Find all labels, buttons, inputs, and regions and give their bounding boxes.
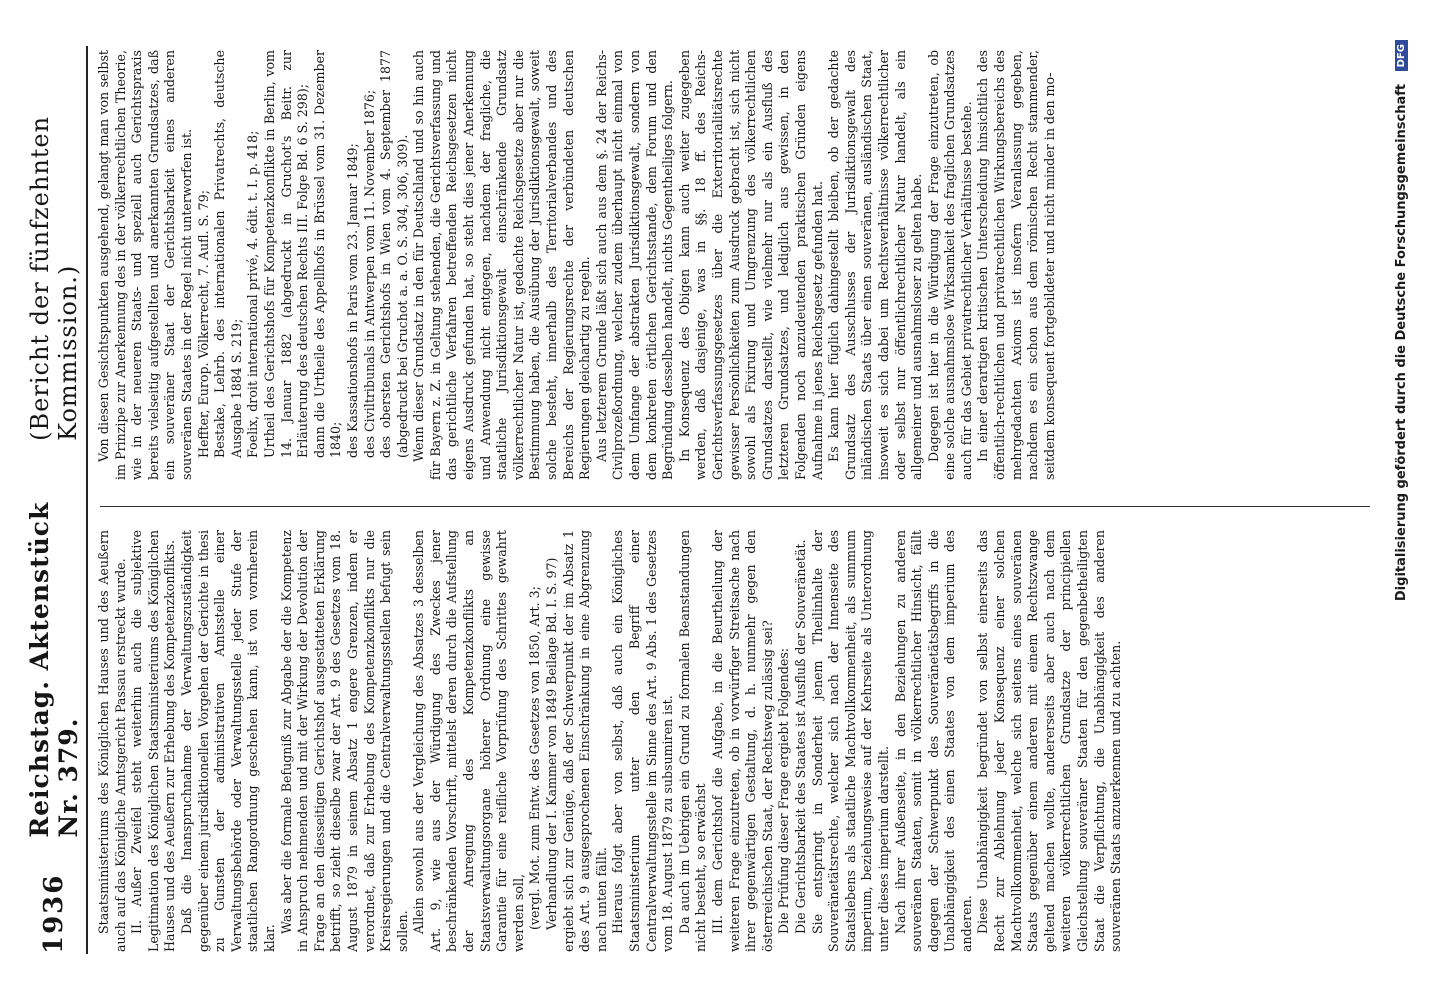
credit-text: Digitalisierung gefördert durch die Deutsche Forschungsgemeinschaft [1394,83,1409,602]
paragraph: Daß die Inanspruchnahme der Verwaltungszuständigkeit gegenüber einem jurisdiktionellen Vorgehen der Gerichte in thesi zu Gunsten der administrativen Amtsstelle einer Verwaltungsbehörde oder Verwaltungsstelle jeder Stufe der staatlichen Rangordnung geschehen kann, ist von vornherein klar. [178,530,277,952]
citation: Verhandlung der I. Kammer von 1849 Beilage Bd. I. S. 97) [544,557,560,930]
citation: dann die Urtheile des Appellhofs in Brüssel vom 31. Dezember 1840; [311,50,344,458]
paragraph: Es kann hier füglich dahingestellt bleiben, ob der gedachte Grundsatz des Ausschlusses der Jurisdiktionsgewalt des inländischen Staats über einen souveränen, ausländischen Staat, insoweit es sich dabei um Rechtsverhältnisse völkerrechtlicher oder selbst nur öffentlichrechtlicher Natur handelt, als ein allgemeiner und ausnahmsloser zu gelten habe. [826,50,925,480]
paragraph: II. Außer Zweifel steht weiterhin auch die subjektive Legitimation des Königlichen Staatsministeriums des Königlichen Hauses und des Aeußern zur Erhebung des Kompetenzkonflikts. [129,530,178,952]
paragraph: Allein sowohl aus der Vergleichung des Absatzes 3 desselben Art. 9, wie aus der Würdigung des Zweckes jener beschränkenden Vorschrift, mittelst deren durch die Aufstellung der Anregung des Kompetenzkonflikts an Staatsverwaltungsorgane höherer Ordnung eine gewisse Garantie für eine reifliche Vorprüfung des Schrittes gewahrt werden soll, [411,530,526,952]
section-title: (Bericht der fünfzehnten Kommission.) [26,115,82,441]
running-title: Reichstag. Aktenstück Nr. 379. [25,501,83,838]
page-header [22,46,88,954]
paragraph: Die Gerichtsbarkeit des Staates ist Ausfluß der Souveränetät. [792,539,808,934]
paragraph: Staatsministeriums des Königlichen Hauses und des Aeußern auch auf das Königliche Amtsgericht Passau erstreckt wurde. [96,530,128,952]
paragraph: III. dem Gerichtshof die Aufgabe, in die Beurtheilung der weiteren Frage einzutreten, ob in vorwürfiger Streitsache nach ihrer gegenwärtigen Gestaltung, d. h. nunmehr gegen den österreichischen Staat, der Rechtsweg zulässig sei? [709,530,775,952]
citation: Urtheil des Gerichtshofs für Kompetenzkonflikte in Berlin, vom 14. Januar 1882 (abgedruckt in Gruchot's Beitr. zur Erläuterung des deutschen Rechts III. Folge Bd. 6 S. 298); [261,50,311,458]
paragraph: In Konsequenz des Obigen kann auch weiter zugegeben werden, daß dasjenige, was in §§. 18 ff. des Reichs-Gerichtsverfassungsgesetzes über die Exterritorialitätsrechte gewisser Persönlichkeiten zum Ausdruck gebracht ist, sich nicht sowohl als Fixirung und Umgrenzung des völkerrechtlichen Grundsatzes darstellt, wie vielmehr nur als ein Ausfluß des letzteren Grundsatzes, und lediglich aus gewissen, in den Folgenden noch anzudeutenden praktischen Gründen eigens Aufnahme in jenes Reichsgesetz gefunden hat. [676,50,825,480]
digitization-credit [1394,40,1424,920]
paragraph: Die Prüfung dieser Frage ergiebt Folgendes: [776,647,792,934]
paragraph: Hieraus folgt aber von selbst, daß auch ein Königliches Staatsministerium unter den Begriff einer Centralverwaltungsstelle im Sinne des Art. 9 Abs. 1 des Gesetzes vom 18. August 1879 zu subsumiren ist. [610,530,676,952]
paragraph: Nach ihrer Außenseite, in den Beziehungen zu anderen souveränen Staaten, somit in völkerrechtlicher Hinsicht, fällt dagegen der Schwerpunkt des Souveränetätsbegriffs in die Unabhängigkeit des einen Staates von dem imperium des anderen. [892,530,974,952]
citation: Heffter, Europ. Völkerrecht, 7. Aufl. S. 79; [195,190,211,458]
citation: des Civiltribunals in Antwerpen vom 11. November 1876; [361,89,377,458]
paragraph: Wenn dieser Grundsatz in den für Deutschland und so hin auch für Bayern z. Z. in Geltung stehenden, die Gerichtsverfassung und das gerichtliche Verfahren betreffenden Reichsgesetzen nicht eigens Ausdruck gefunden hat, so steht dies jener Anerkennung und Anwendung nicht entgegen, nachdem der fragliche, die staatliche Jurisdiktionsgewalt einschränkende Grundsatz völkerrechtlicher Natur ist, gedachte Reichsgesetze aber nur die Bestimmung haben, die Ausübung der Jurisdiktionsgewalt, soweit solche besteht, innerhalb des Territorialverbandes und des Bereichs der Regierungsrechte der verbündeten deutschen Regierungen gleichartig zu regeln. [411,50,593,480]
paragraph: In einer derartigen kritischen Unterscheidung hinsichtlich des öffentlich-rechtlichen und privatrechtlichen Wirkungsbereichs des mehrgedachten Axioms ist insofern Veranlassung gegeben, nachdem es ein schon aus dem römischen Recht stammender, seitdem konsequent fortgebildeter und nicht minder in den mo- [975,50,1057,480]
citation: Foelix, droit international privé, 4. édit. t. I. p. 418; [245,130,261,458]
paragraph: Da auch im Uebrigen ein Grund zu formalen Beanstandungen nicht besteht, so erwächst [676,530,709,952]
left-column [96,530,1376,952]
paragraph: Was aber die formale Befugniß zur Abgabe der die Kompetenz in Anspruch nehmenden und mit der Wirkung der Devolution der Frage an den diesseitigen Gerichtshof ausgestatteten Erklärung betrifft, so zieht dieselbe zwar der Art. 9 des Gesetzes vom 18. August 1879 in seinem Absatz 1 engere Grenzen, indem er verordnet, daß zur Erhebung des Kompetenzkonflikts nur die Kreisregierungen und die Centralverwaltungsstellen befugt sein sollen. [278,530,410,952]
paragraph: Sie entspringt in Sonderheit jenem Theilinhalte der Souveränetätsrechte, welcher sich nach der Innenseite des Staatslebens als staatliche Machtvollkommenheit, als summum imperium, beziehungsweise auf der Kehrseite als Unterordnung unter dieses imperium darstellt. [809,530,891,952]
paragraph: Diese Unabhängigkeit begründet von selbst einerseits das Recht zur Ablehnung jeder Konsequenz einer solchen Machtvollkommenheit, welche sich seitens eines souveränen Staats gegenüber einem anderen mit einem Rechtszwange geltend machen wollte, andererseits aber auch nach dem weiteren völkerrechtlichen Grundsatze der principiellen Gleichstellung souveräner Staaten für den gegenbetheiligten Staat die Verpflichtung, die Unabhängigkeit des anderen souveränen Staats anzuerkennen und zu achten. [975,530,1124,952]
citation: des obersten Gerichtshofs in Wien vom 4. September 1877 (abgedruckt bei Gruchot a. a. O. S. 304, 306, 309). [378,50,410,458]
citation: des Kassationshofs in Paris vom 23. Januar 1849; [344,143,360,458]
citation: Bestake, Lehrb. des internationalen Privatrechts, deutsche Ausgabe 1884 S. 219; [212,50,244,458]
page-number: 1936 [39,873,69,954]
right-column [96,50,1376,480]
citation: (vergl. Mot. zum Entw. des Gesetzes von 1850, Art. 3; [527,586,543,930]
paragraph: Aus letzterem Grunde läßt sich auch aus dem §. 24 der Reichs-Civilprozeßordnung, welcher zudem überhaupt nicht einmal von dem Umfange der abstrakten Jurisdiktionsgewalt, sondern von dem konkreten örtlichen Gerichtsstande, dem Forum und den Begründung desselben handelt, nichts Gegentheiliges folgern. [593,50,676,480]
dfg-logo: DFG [1395,40,1408,71]
paragraph: Dagegen ist hier in die Würdigung der Frage einzutreten, ob eine solche ausnahmslose Wirksamkeit des fraglichen Grundsatzes auch für das Gebiet privatrechtlicher Verhältnisse bestehe. [925,50,974,480]
paragraph: ergiebt sich zur Genüge, daß der Schwerpunkt der im Absatz 1 des Art. 9 ausgesprochenen Einschränkung in eine Abgrenzung nach unten fällt. [560,530,609,952]
paragraph: Von diesen Gesichtspunkten ausgehend, gelangt man von selbst im Prinzipe zur Anerkennung des in der völkerrechtlichen Theorie, wie in der neueren Staats- und speziell auch Gerichtspraxis bereits vielseitig aufgestellten und anerkannten Grundsatzes, daß ein souveräner Staat der Gerichtsbarkeit eines anderen souveränen Staates in der Regel nicht unterworfen ist. [96,50,194,480]
column-divider [100,506,1370,507]
